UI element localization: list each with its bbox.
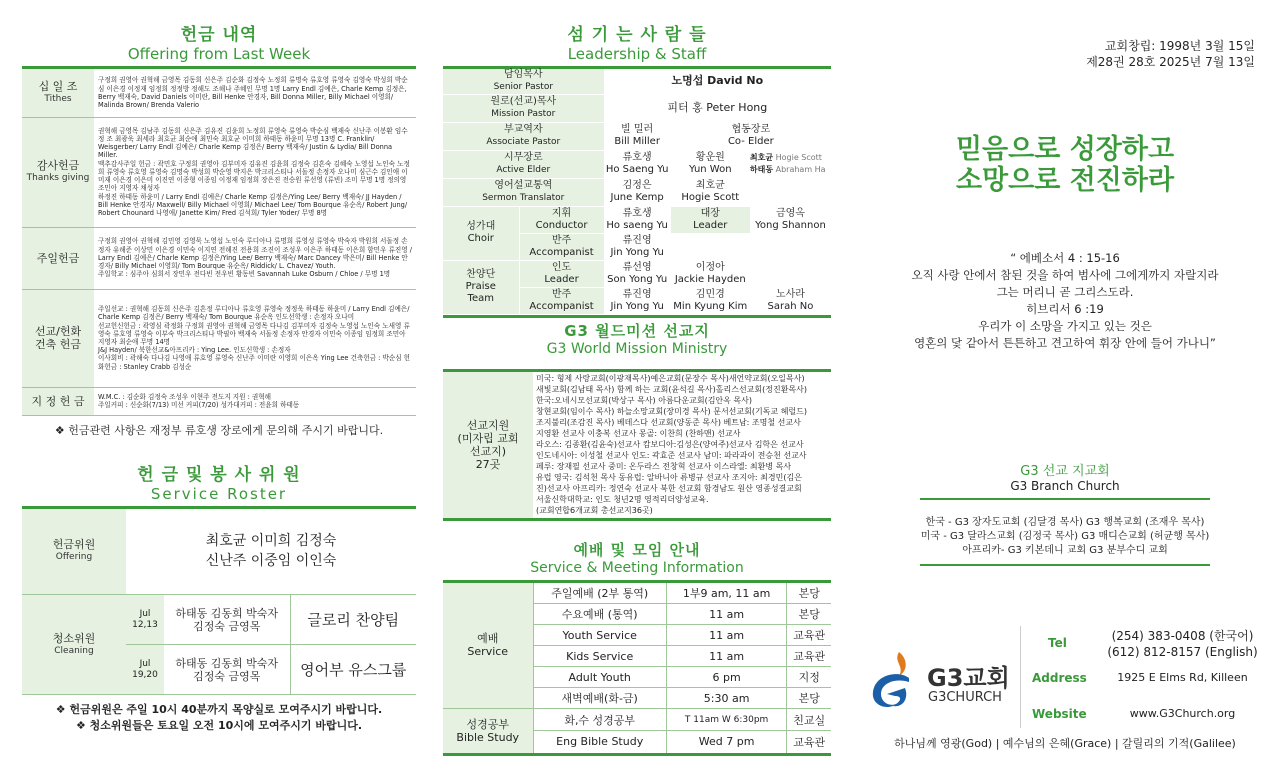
branch-list xyxy=(920,498,1210,566)
role-label-en: Senior Pastor xyxy=(493,82,554,93)
worship-table xyxy=(443,583,831,753)
mission-line: 진)선교사 아프리카: 정연숙 선교사 북한 선교회 함경남도 원산 영종성결교회 xyxy=(536,484,802,493)
mission-line: 유럽 영국: 김석천 목사 동유럽: 알바니아 류병규 선교사 조지아: 최경민(김은 xyxy=(536,473,802,482)
logo-korean: G3교회 xyxy=(927,664,1010,692)
roster-cleaning-names: 김정숙 금영목 xyxy=(193,669,261,683)
offering-row xyxy=(22,387,416,415)
roster-cleaning-names: 김정숙 금영목 xyxy=(193,619,261,633)
roster-offering-sublabel: Offering xyxy=(55,552,93,563)
service-place: 교육관 xyxy=(787,646,831,667)
service-label: 예배 xyxy=(477,632,499,646)
role-label: 협동장로 xyxy=(731,124,771,135)
role-label: 인도 xyxy=(551,261,572,273)
person-name-en: Sarah No xyxy=(767,300,814,312)
mission-list xyxy=(533,372,831,518)
senior-pastor-name: 노명섭 David No xyxy=(604,69,831,94)
person-name: 하태동 xyxy=(749,165,774,174)
roster-cleaning-names: 하태동 김동희 박숙자 xyxy=(175,606,279,620)
person-name: 이정아 xyxy=(695,261,725,273)
leadership-title: 섬 기 는 사 람 들 xyxy=(567,25,707,45)
roster-month: Jul xyxy=(139,658,151,669)
role-label-en: Conductor xyxy=(535,219,588,231)
church-motto: 하나님께 영광(God) | 예수님의 은혜(Grace) | 갈릴리의 기적(Galilee) xyxy=(894,737,1236,750)
service-name: 수요예배 (통역) xyxy=(533,604,666,625)
roster-note: ❖ 청소위원들은 토요일 오전 10시에 모여주시기 바랍니다. xyxy=(75,719,363,732)
verse-ref: 히브리서 6 :19 xyxy=(1026,302,1104,316)
offering-row-names: W.M.C. : 김순화 김정숙 조성우 이현주 전도지 지원 : 권혁해 주일커피 : 신순화(7/13) 미선 커피(7/20) 성가대커피 : 전윤희 하태동 xyxy=(94,387,416,415)
service-time: 1부9 am, 11 am xyxy=(666,583,787,604)
leadership-row xyxy=(443,122,831,150)
mission-pastor-name: 피터 홍 Peter Hong xyxy=(604,94,831,122)
roster-cleaning-sublabel: Cleaning xyxy=(54,645,94,656)
church-logo xyxy=(865,648,1015,718)
person-name-en: Yun Won xyxy=(688,164,732,175)
role-label: 담임목사 xyxy=(503,69,543,81)
mission-line: 미국: 형제 사랑교회(이광재목사)예은교회(문장수 목사)새언약교회(오일목사) xyxy=(536,374,805,383)
branch-line: 한국 - G3 장자도교회 (김달경 목사) G3 행복교회 (조재우 목사) xyxy=(925,517,1205,528)
offering-row xyxy=(22,69,416,117)
roster-month: Jul xyxy=(139,608,151,619)
offering-row xyxy=(22,227,416,289)
verse-line: 오직 사랑 안에서 참된 것을 하여 범사에 그에게까지 자랄지라 xyxy=(911,268,1219,282)
person-name: 김정은 xyxy=(622,180,652,191)
bible-label-en: Bible Study xyxy=(456,730,520,744)
divider xyxy=(443,753,831,756)
person-name-en: Jin Yong Yu xyxy=(610,300,664,312)
person-name: 최호균 xyxy=(749,153,774,162)
service-name: Adult Youth xyxy=(533,667,666,688)
branch-title: G3 선교 지교회 xyxy=(1020,464,1110,479)
service-name: 주일예배 (2부 통역) xyxy=(533,583,666,604)
person-name-en: Jin Yong Yu xyxy=(610,246,664,258)
leadership-row xyxy=(443,260,831,287)
offering-table xyxy=(22,69,416,416)
offering-title: 헌금 내역 xyxy=(180,25,258,45)
offering-row-sublabel: Thanks giving xyxy=(26,173,90,183)
roster-subtitle: Service Roster xyxy=(150,484,288,503)
role-label-en: Team xyxy=(467,293,494,304)
branch-subtitle: G3 Branch Church xyxy=(1010,479,1120,493)
role-label: 시무장로 xyxy=(503,152,543,163)
role-label-en: Co- Elder xyxy=(727,136,774,147)
leadership-row xyxy=(443,69,831,94)
worship-title: 예배 및 모임 안내 xyxy=(573,540,701,559)
person-name: 류호생 xyxy=(622,152,652,163)
role-label-en: Sermon Translator xyxy=(482,193,565,203)
mission-line: 라오스: 김종환(김윤숙)선교사 캄보디아:김성은(양여주)선교사 김학은 선교사 xyxy=(536,440,804,449)
person-name: 황운원 xyxy=(695,152,725,163)
service-place: 본당 xyxy=(787,688,831,709)
mission-line: 페루: 장재필 선교사 중미: 온두라스 전창혁 선교사 이스라엘: 최환병 목사 xyxy=(536,462,792,471)
person-name-en: Abraham Ha xyxy=(775,165,826,174)
branch-line: 미국 - G3 달라스교회 (김정국 목사) G3 매디슨교회 (허균행 목사) xyxy=(920,531,1210,542)
person-name: 노사라 xyxy=(775,288,805,300)
tel-label: Tel xyxy=(1048,636,1067,650)
person-name-en: Ho Saeng Yu xyxy=(605,164,669,175)
mission-line: 창현교회(임이수 목사) 하늘소망교회(장미경 목사) 문서선교회(기독교 헤럴드) xyxy=(536,407,808,416)
cover-column xyxy=(865,0,1265,777)
person-name-en: June Kemp xyxy=(610,192,664,203)
service-place: 본당 xyxy=(787,604,831,625)
tel-number: (254) 383-0408 (한국어) xyxy=(1111,629,1254,643)
service-name: 새벽예배(화-금) xyxy=(533,688,666,709)
person-name-en: Hogie Scott xyxy=(775,153,822,162)
service-name: Kids Service xyxy=(533,646,666,667)
role-label-en: Leader xyxy=(693,219,728,231)
service-name: Youth Service xyxy=(533,625,666,646)
service-time: 11 am xyxy=(666,646,787,667)
person-name-en: Ho saeng Yu xyxy=(606,219,668,231)
roster-team: 글로리 찬양팀 xyxy=(290,595,416,644)
offering-note: ❖ 헌금관련 사항은 재정부 류호생 장로에게 문의해 주시기 바랍니다. xyxy=(54,423,384,437)
person-name-en: Yong Shannon xyxy=(755,219,826,231)
mission-line: 한국:오네시모선교회(박상구 목사) 아름다운교회(김안옥 목사) xyxy=(536,396,753,405)
address-value: 1925 E Elms Rd, Killeen xyxy=(1117,671,1248,684)
role-label: 반주 xyxy=(551,288,572,300)
person-name: 류진영 xyxy=(622,288,652,300)
mission-label: (미자립 교회 xyxy=(457,431,519,445)
person-name: 류진영 xyxy=(622,234,652,246)
tel-number: (612) 812-8157 (English) xyxy=(1107,645,1258,659)
roster-title: 헌 금 및 봉 사 위 원 xyxy=(137,464,301,485)
roster-offering-row xyxy=(22,509,416,595)
divider xyxy=(443,315,831,318)
offering-row-label: 십 일 조 xyxy=(38,79,78,93)
service-place: 교육관 xyxy=(787,625,831,646)
slogan-line: 소망으로 전진하라 xyxy=(955,165,1175,196)
role-label: 원로(선교)목사 xyxy=(490,96,557,107)
person-name: 빌 밀러 xyxy=(621,124,654,135)
g3-logo-icon xyxy=(865,648,925,718)
leadership-row xyxy=(443,206,831,233)
verse-line: 그는 머리니 곧 그리스도라. xyxy=(996,285,1134,299)
role-label: 반주 xyxy=(551,234,572,246)
offering-row-label: 지 정 헌 금 xyxy=(31,394,85,408)
verse-line: 영혼의 닻 같아서 튼튼하고 견고하여 휘장 안에 들어 가나니” xyxy=(914,336,1216,350)
person-name-en: Hogie Scott xyxy=(681,192,740,203)
offering-row-names: 구정희 권영아 권혁해 김민영 김영묵 노영섭 노인숙 루디아나 류명희 류영성 류영숙 박숙자 박원희 서돌정 손정자 유해준 이상민 이은경 이민숙 이지연 전해진 전용희 조진이 조성우 이은주 하태동 이은희 함민우 류진영 / Larry Endl 김예은/ Charle Kemp 김정은/Ying Lee/ Berry 백재숙/ Marc Dancey 박은미/ Bill Henke 안경자/ Billy Michael 이영희/ Tom Bourque 유순옥/ Riddick/ L. Chavez/ Youth. 주일학교 : 심주아 심희서 장민우 전다빈 전우빈 황동빈 Savannah Luke Osburn / Chloe / 무명 1명 xyxy=(94,227,416,289)
mission-line: 지영환 선교사 이충복 선교사 몽골: 이찬희 (찬하맨) 선교사 xyxy=(536,429,741,438)
person-name-en: Jackie Hayden xyxy=(674,273,746,285)
worship-row xyxy=(443,709,831,731)
person-name: 최호균 xyxy=(695,180,725,191)
website-link[interactable]: www.G3Church.org xyxy=(1129,707,1236,720)
service-label-en: Service xyxy=(467,645,509,659)
person-name: 류선영 xyxy=(622,261,652,273)
service-time: Wed 7 pm xyxy=(666,731,787,753)
role-label: 대장 xyxy=(700,207,720,219)
service-time: 11 am xyxy=(666,625,787,646)
worship-row xyxy=(443,583,831,604)
roster-cleaning-row xyxy=(22,595,416,645)
service-name: Eng Bible Study xyxy=(533,731,666,753)
leadership-row xyxy=(443,150,831,178)
role-label-en: Praise xyxy=(465,281,496,292)
role-label: 성가대 xyxy=(466,221,496,232)
role-label: 부교역자 xyxy=(503,124,543,135)
leadership-column xyxy=(443,0,831,756)
service-place: 지정 xyxy=(787,667,831,688)
offering-row xyxy=(22,289,416,387)
role-label-en: Associate Pastor xyxy=(486,137,561,147)
person-name-en: Son Yong Yu xyxy=(607,273,668,285)
person-name-en: Bill Miller xyxy=(614,136,660,147)
service-time: 6 pm xyxy=(666,667,787,688)
mission-line: (교회연합6개교회 총선교지36곳) xyxy=(536,506,653,515)
verse-line: 우리가 이 소망을 가지고 있는 것은 xyxy=(978,319,1152,333)
service-name: 화,수 성경공부 xyxy=(533,709,666,731)
role-label-en: Accompanist xyxy=(529,246,594,258)
service-time: T 11am W 6:30pm xyxy=(666,709,787,731)
leadership-table xyxy=(443,69,831,315)
service-place: 본당 xyxy=(787,583,831,604)
person-name: 금영옥 xyxy=(775,207,805,219)
mission-label: 27곳 xyxy=(475,457,501,471)
role-label: 영어설교통역 xyxy=(494,180,553,191)
mission-line: 조지불리(조감진 목사) 베데스다 선교회(양동준 목사) 베트남: 조명철 선교사 xyxy=(536,418,801,427)
offering-row-names: 주일선교 : 권혁해 김동희 신은주 김흔정 루디아나 류호영 류영숙 정정욱 하태동 하윤미 / Larry Endl 김예은/ Charle Kemp 김정은/ Berry 백재숙/ Tom Bourque 유순옥 인도선학생 : 손정자 오나미 선교헌신헌금 : 곽영심 곽정화 구정희 권영아 권혁해 금영목 다나김 김부미자 김정숙 노영섭 노인숙 노새영 류영숙 류호영 류영숙 이부숙 박크리스티나 박필아 백재숙 서돌정 손정자 안경자 이민숙 이종임 임정희 조민아 지영자 최순애 무명 14명 J&J Hayden/ 북한선교&아프리카 : Ying Lee. 인도신학생 : 손정자 이사회비 : 곽해숙 다나김 나영애 류호영 류영숙 신난주 이미란 이영희 이은옥 Ying Lee 건축헌금 : 박순심 헌화헌금 : Stanley Crabb 김성순 xyxy=(94,289,416,387)
person-name: 류호생 xyxy=(622,207,652,219)
bible-label: 성경공부 xyxy=(466,717,509,731)
address-label: Address xyxy=(1032,671,1087,685)
slogan-line: 믿음으로 성장하고 xyxy=(955,134,1175,165)
roster-offering-names: 신난주 이중임 이인숙 xyxy=(205,553,337,570)
roster-note: ❖ 헌금위원은 주일 10시 40분까지 목양실로 모여주시기 바랍니다. xyxy=(55,703,383,716)
offering-subtitle: Offering from Last Week xyxy=(127,45,311,63)
mission-line: 서울신학대학교: 인도 청년2명 영적리더양성교육. xyxy=(536,495,709,504)
mission-label: 선교지) xyxy=(469,444,507,458)
issue-info: 제28권 28호 2025년 7월 13일 xyxy=(1086,55,1255,69)
divider xyxy=(443,518,831,521)
verse-ref: “ 에베소서 4 : 15-16 xyxy=(1010,251,1120,265)
worship-subtitle: Service & Meeting Information xyxy=(530,559,744,576)
offering-row-label: 주일헌금 xyxy=(36,251,80,265)
roster-days: 19,20 xyxy=(132,669,158,680)
leadership-row xyxy=(443,178,831,206)
mission-table xyxy=(443,372,831,518)
service-place: 교육관 xyxy=(787,731,831,753)
offering-row xyxy=(22,117,416,227)
role-label: 찬양단 xyxy=(466,269,496,280)
offering-row-names: 구정희 권영아 권혁해 금영목 김동희 신은주 김순화 김정숙 노정희 류명숙 류호영 류영숙 김영숙 박성희 박순심 이은경 이정재 임정희 정정방 정해도 조해나 주혜인 무명 1명 Larry Endl 김예은, Charle Kemp 김정은, Berry 백재숙, David Daniels 이미란, Bill Henke 안경자, Bill Donna Miller, Billy Michael 이영희/ Malinda Brown/ Brenda Valerio xyxy=(94,69,416,117)
founded-date: 교회창립: 1998년 3월 15일 xyxy=(1104,39,1255,53)
service-place: 친교실 xyxy=(787,709,831,731)
mission-label: 선교지원 xyxy=(466,418,510,432)
role-label-en: Leader xyxy=(544,273,579,285)
role-label-en: Choir xyxy=(467,233,494,244)
divider xyxy=(1020,626,1021,728)
offering-row-sublabel: Tithes xyxy=(44,93,72,104)
offering-row-label: 감사헌금 xyxy=(36,159,80,172)
person-name-en: Min Kyung Kim xyxy=(673,300,748,312)
service-time: 11 am xyxy=(666,604,787,625)
roster-team: 영어부 유스그룹 xyxy=(290,645,416,694)
service-time: 5:30 am xyxy=(666,688,787,709)
person-name: 김민경 xyxy=(695,288,725,300)
leadership-subtitle: Leadership & Staff xyxy=(567,45,707,63)
mission-line: 인도네시아: 이성철 선교사 인도: 곽효준 선교사 남미: 파라과이 전승천 선교사 xyxy=(536,451,807,460)
role-label-en: Active Elder xyxy=(496,165,551,175)
website-label: Website xyxy=(1032,707,1087,721)
offering-column xyxy=(22,0,416,733)
role-label-en: Accompanist xyxy=(529,300,594,312)
logo-english: G3CHURCH xyxy=(928,690,1002,705)
roster-days: 12,13 xyxy=(132,619,158,630)
mission-title: G3 월드미션 선교지 xyxy=(564,321,710,340)
mission-subtitle: G3 World Mission Ministry xyxy=(546,340,728,357)
branch-line: 아프리카- G3 키본데니 교회 G3 분부수디 교회 xyxy=(962,545,1168,556)
roster-offering-names: 최호균 이미희 김정숙 xyxy=(205,533,337,550)
mission-line: 새빛교회(김남태 목사) 함께 하는 교회(윤석길 목사)홀리스선교회(정진환목사) xyxy=(536,385,808,394)
roster-cleaning-label: 청소위원 xyxy=(52,631,96,645)
roster-table xyxy=(22,509,416,696)
role-label-en: Mission Pastor xyxy=(491,109,556,119)
roster-cleaning-names: 하태동 김동희 박숙자 xyxy=(175,656,279,670)
roster-offering-label: 헌금위원 xyxy=(52,538,96,552)
role-label: 지휘 xyxy=(551,207,572,219)
offering-row-label: 선교/헌화 건축 헌금 xyxy=(34,325,82,351)
offering-row-names: 권혁해 금영목 김남주 김동희 신은주 김유진 김윤희 노정희 류영숙 류영숙 박순심 백재숙 신난주 이봉환 임수정 조 최광욱 최세라 최호균 최순애 최민숙 최호균 이미희 하태동 하윤미 무명 13명 C. Franklin/ Weisgerber/ Larry Endl 김예은/ Charle Kemp 김정은/ Berry 백재숙/ Justin & Lydia/ Bill Donna Miller. 맥추감사주일 헌금 : 곽민호 구정희 권영아 김부미자 김유진 김윤희 김정숙 김흔숙 김혜숙 노영섭 노인숙 노정희 류영숙 류호영 류영숙 김명숙 박성희 박순영 박지은 박크리스티나 서돌정 손정자 오나미 심근수 김인애 이미재 이은경 이은미 이진연 이종형 이종임 이정재 임정희 장은진 전승원 류선영 (류빈) 조미 무명 1명 정의영 조민아 지영자 채성자 하정진 하태동 하윤미 / Larry Endl 김예은/ Charle Kemp 김정은/Ying Lee/ Berry 백재숙/ JJ Hayden / Bill Henke 안경자/ Maxwell/ Billy Michael 이영희/ Michael Lee/ Tom Bourque 유순옥/ Robert Jung/ Robert Chounard 나영애/ Janette Kim/ Fred 김석희/ Tyler Yoder/ 무명 8명 xyxy=(94,117,416,227)
leadership-row xyxy=(443,94,831,122)
